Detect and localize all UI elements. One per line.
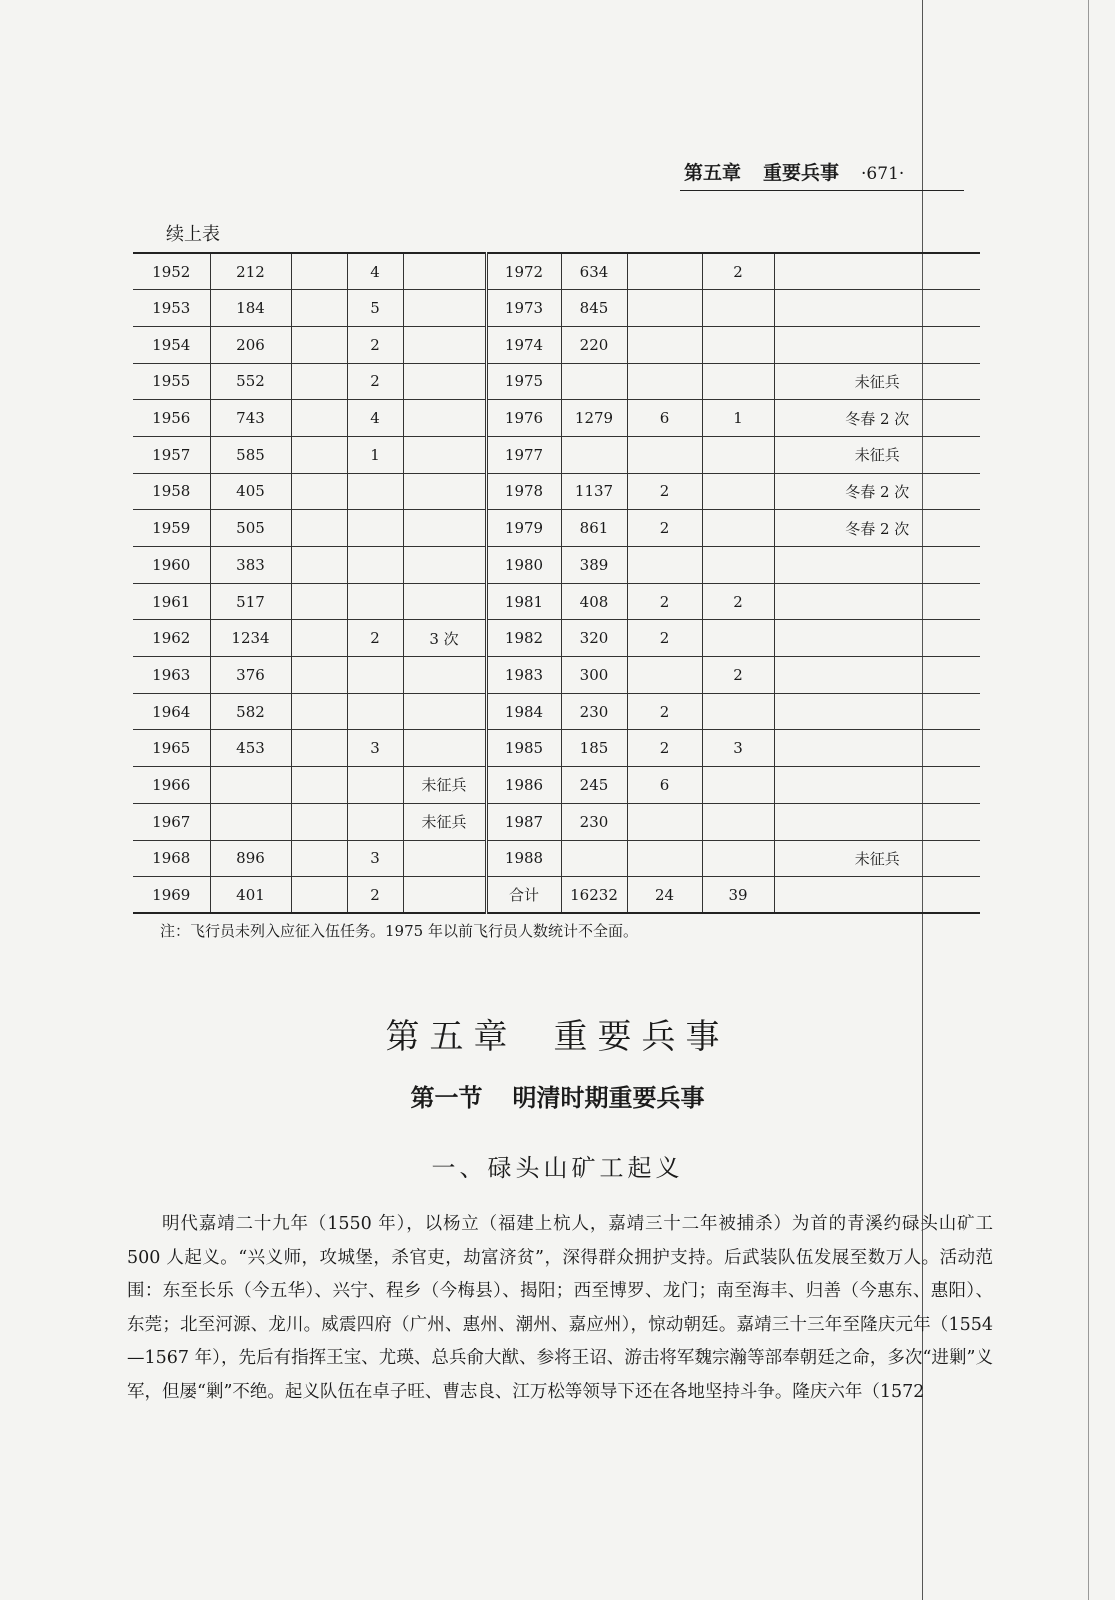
table-cell: 1973: [486, 290, 561, 327]
table-cell: [347, 473, 403, 510]
table-cell: 300: [561, 657, 627, 694]
table-cell: 1954: [133, 326, 210, 363]
table-cell: 1962: [133, 620, 210, 657]
table-cell: 2: [627, 583, 702, 620]
table-cell: 1960: [133, 547, 210, 584]
table-cell: [291, 473, 347, 510]
table-cell: [774, 730, 980, 767]
header-rule: [680, 190, 964, 191]
table-cell: [702, 473, 774, 510]
table-cell: [774, 767, 980, 804]
table-cell: [291, 620, 347, 657]
table-cell: [403, 840, 486, 877]
table-cell: [347, 510, 403, 547]
table-cell: 2: [627, 473, 702, 510]
table-row: [133, 803, 980, 840]
table-cell: 320: [561, 620, 627, 657]
table-cell: [291, 657, 347, 694]
table-cell: [702, 290, 774, 327]
table-cell: 1988: [486, 840, 561, 877]
table-cell: [627, 326, 702, 363]
table-row: [133, 693, 980, 730]
table-cell: [403, 253, 486, 290]
table-cell: [403, 363, 486, 400]
table-cell: 1978: [486, 473, 561, 510]
table-cell: [627, 840, 702, 877]
table-cell: 1955: [133, 363, 210, 400]
table-cell: [403, 730, 486, 767]
table-cell: [627, 547, 702, 584]
table-cell: [627, 803, 702, 840]
table-cell: 1957: [133, 436, 210, 473]
table-cell: 2: [347, 326, 403, 363]
table-row: [133, 767, 980, 804]
table-cell: 517: [210, 583, 291, 620]
conscription-table: [133, 252, 980, 914]
table-cell: 2: [627, 693, 702, 730]
table-cell: 2: [702, 583, 774, 620]
table-cell: [291, 767, 347, 804]
table-cell: [291, 510, 347, 547]
table-cell: [627, 657, 702, 694]
table-cell: 5: [347, 290, 403, 327]
table-cell: 1972: [486, 253, 561, 290]
table-cell: 1953: [133, 290, 210, 327]
table-cell: 1959: [133, 510, 210, 547]
section-name: 明清时期重要兵事: [512, 1084, 705, 1112]
continuation-label: 续上表: [166, 224, 220, 245]
table-cell: 4: [347, 400, 403, 437]
table-cell: [774, 877, 980, 914]
table-cell: [291, 877, 347, 914]
chapter-name: 重要兵事: [553, 1017, 730, 1057]
section-number: 第一节: [410, 1084, 483, 1112]
table-cell: 1977: [486, 436, 561, 473]
table-cell: 401: [210, 877, 291, 914]
table-cell: 冬春 2 次: [774, 510, 980, 547]
table-cell: 1: [702, 400, 774, 437]
header-title: 重要兵事: [763, 162, 840, 184]
table-cell: 212: [210, 253, 291, 290]
table-cell: [627, 290, 702, 327]
table-cell: [403, 400, 486, 437]
table-cell: [702, 803, 774, 840]
table-cell: 冬春 2 次: [774, 473, 980, 510]
table-cell: 1234: [210, 620, 291, 657]
table-cell: 230: [561, 803, 627, 840]
table-row: [133, 510, 980, 547]
table-cell: 3: [702, 730, 774, 767]
body-paragraph: 明代嘉靖二十九年（1550 年），以杨立（福建上杭人，嘉靖三十二年被捕杀）为首的青溪约碌头山矿工 500 人起义。“兴义师，攻城堡，杀官吏，劫富济贫”，深得群众拥护支持。后武装队伍发展至数万人。活动范围：东至长乐（今五华）、兴宁、程乡（今梅县）、揭阳；西至博罗、龙门；南至海丰、归善（今惠东、惠阳）、东莞；北至河源、龙川。威震四府（广州、惠州、潮州、嘉应州），惊动朝廷。嘉靖三十三年至隆庆元年（1554—1567 年），先后有指挥王宝、尤瑛、总兵俞大猷、参将王诏、游击将军魏宗瀚等部奉朝廷之命，多次“进剿”义军，但屡“剿”不绝。起义队伍在卓子旺、曹志良、江万松等领导下还在各地坚持斗争。隆庆六年（1572: [127, 1214, 993, 1402]
table-cell: 743: [210, 400, 291, 437]
page-number: ·671·: [861, 164, 905, 184]
table-cell: 206: [210, 326, 291, 363]
table-cell: 1969: [133, 877, 210, 914]
table-cell: [403, 877, 486, 914]
table-cell: 24: [627, 877, 702, 914]
table-cell: 1968: [133, 840, 210, 877]
table-cell: [774, 290, 980, 327]
table-cell: 2: [627, 620, 702, 657]
table-cell: 505: [210, 510, 291, 547]
table-cell: 1: [347, 436, 403, 473]
table-cell: [702, 767, 774, 804]
table-cell: 1956: [133, 400, 210, 437]
table-row: [133, 326, 980, 363]
table-cell: [347, 657, 403, 694]
table-cell: 1974: [486, 326, 561, 363]
table-cell: 未征兵: [403, 767, 486, 804]
table-cell: 冬春 2 次: [774, 400, 980, 437]
table-cell: 39: [702, 877, 774, 914]
table-cell: 1980: [486, 547, 561, 584]
table-row: [133, 657, 980, 694]
table-cell: [347, 803, 403, 840]
table-cell: [774, 620, 980, 657]
table-cell: [561, 363, 627, 400]
table-cell: [702, 693, 774, 730]
table-cell: 2: [702, 657, 774, 694]
table-cell: [291, 547, 347, 584]
table-cell: 1981: [486, 583, 561, 620]
table-cell: [702, 510, 774, 547]
table-cell: [291, 803, 347, 840]
table-cell: [291, 253, 347, 290]
table-cell: 2: [347, 877, 403, 914]
table-cell: 383: [210, 547, 291, 584]
table-cell: 1279: [561, 400, 627, 437]
table-cell: 4: [347, 253, 403, 290]
table-row: [133, 290, 980, 327]
table-cell: [291, 693, 347, 730]
table-cell: [627, 363, 702, 400]
table-row: [133, 730, 980, 767]
table-row: [133, 840, 980, 877]
subsection-title: 一、碌头山矿工起义: [431, 1154, 684, 1182]
table-cell: [347, 767, 403, 804]
table-cell: 2: [702, 253, 774, 290]
table-cell: 453: [210, 730, 291, 767]
table-cell: [291, 290, 347, 327]
table-cell: [774, 583, 980, 620]
chapter-number: 第五章: [385, 1017, 518, 1057]
table-cell: 861: [561, 510, 627, 547]
table-cell: 245: [561, 767, 627, 804]
table-cell: [774, 657, 980, 694]
table-cell: [561, 436, 627, 473]
table-cell: 1987: [486, 803, 561, 840]
table-row: [133, 877, 980, 914]
table-cell: 389: [561, 547, 627, 584]
table-cell: 2: [627, 510, 702, 547]
table-body: [133, 253, 980, 913]
table-cell: 408: [561, 583, 627, 620]
table-cell: [291, 730, 347, 767]
table-cell: [702, 620, 774, 657]
table-row: [133, 436, 980, 473]
table-cell: [627, 436, 702, 473]
table-cell: [403, 547, 486, 584]
table-cell: [702, 840, 774, 877]
table-cell: 未征兵: [774, 840, 980, 877]
scan-edge-line: [1088, 0, 1089, 1600]
table-cell: [702, 547, 774, 584]
table-note: 注：飞行员未列入应征入伍任务。1975 年以前飞行员人数统计不全面。: [160, 922, 638, 940]
table-cell: [403, 436, 486, 473]
table-cell: 220: [561, 326, 627, 363]
table-cell: 585: [210, 436, 291, 473]
table-cell: 376: [210, 657, 291, 694]
table-cell: [291, 363, 347, 400]
table-cell: [774, 803, 980, 840]
table-cell: 1966: [133, 767, 210, 804]
table-cell: [403, 326, 486, 363]
table-cell: [702, 326, 774, 363]
table-cell: 2: [627, 730, 702, 767]
table-cell: 1967: [133, 803, 210, 840]
table-cell: 2: [347, 363, 403, 400]
table-cell: [403, 510, 486, 547]
table-cell: [291, 840, 347, 877]
table-cell: [627, 253, 702, 290]
table-cell: [210, 803, 291, 840]
table-cell: [774, 693, 980, 730]
table-cell: 230: [561, 693, 627, 730]
table-cell: [403, 693, 486, 730]
table-row: [133, 400, 980, 437]
table-cell: [347, 693, 403, 730]
table-row: [133, 473, 980, 510]
table-cell: 16232: [561, 877, 627, 914]
table-cell: 1984: [486, 693, 561, 730]
table-cell: 1986: [486, 767, 561, 804]
table-cell: 634: [561, 253, 627, 290]
table-row: [133, 583, 980, 620]
table-cell: 1963: [133, 657, 210, 694]
table-cell: 185: [561, 730, 627, 767]
table-cell: 896: [210, 840, 291, 877]
table-cell: [702, 436, 774, 473]
table-row: [133, 253, 980, 290]
table-cell: 1975: [486, 363, 561, 400]
table-cell: [403, 583, 486, 620]
table-cell: 6: [627, 767, 702, 804]
table-cell: [774, 326, 980, 363]
table-cell: 1137: [561, 473, 627, 510]
header-chapter: 第五章: [684, 162, 742, 184]
table-row: [133, 547, 980, 584]
table-cell: 1979: [486, 510, 561, 547]
table-cell: 未征兵: [403, 803, 486, 840]
table-cell: [291, 326, 347, 363]
section-title: [0, 1078, 1115, 1113]
table-cell: 405: [210, 473, 291, 510]
table-cell: [347, 547, 403, 584]
chapter-title: [0, 1009, 1115, 1058]
table-cell: [291, 436, 347, 473]
table-cell: 3: [347, 730, 403, 767]
table-cell: [291, 583, 347, 620]
table-cell: 1965: [133, 730, 210, 767]
table-row: [133, 363, 980, 400]
table-cell: 合计: [486, 877, 561, 914]
table-cell: 未征兵: [774, 436, 980, 473]
table-cell: 1976: [486, 400, 561, 437]
table-cell: 1961: [133, 583, 210, 620]
table-cell: 1952: [133, 253, 210, 290]
table-cell: 184: [210, 290, 291, 327]
table-cell: 未征兵: [774, 363, 980, 400]
table-cell: [291, 400, 347, 437]
table-cell: 3 次: [403, 620, 486, 657]
table-row: [133, 620, 980, 657]
table-cell: 582: [210, 693, 291, 730]
table-cell: [774, 253, 980, 290]
table-cell: 2: [347, 620, 403, 657]
table-cell: 3: [347, 840, 403, 877]
table-cell: 1985: [486, 730, 561, 767]
table-cell: 845: [561, 290, 627, 327]
table-cell: 1982: [486, 620, 561, 657]
table-cell: 552: [210, 363, 291, 400]
table-cell: [403, 473, 486, 510]
table-cell: 1964: [133, 693, 210, 730]
table-cell: [210, 767, 291, 804]
running-header: [684, 158, 904, 185]
table-cell: [561, 840, 627, 877]
table-cell: [702, 363, 774, 400]
table-cell: [403, 290, 486, 327]
table-cell: 1983: [486, 657, 561, 694]
table-cell: 1958: [133, 473, 210, 510]
table-cell: [403, 657, 486, 694]
table-cell: [774, 547, 980, 584]
table-cell: [347, 583, 403, 620]
table-cell: 6: [627, 400, 702, 437]
